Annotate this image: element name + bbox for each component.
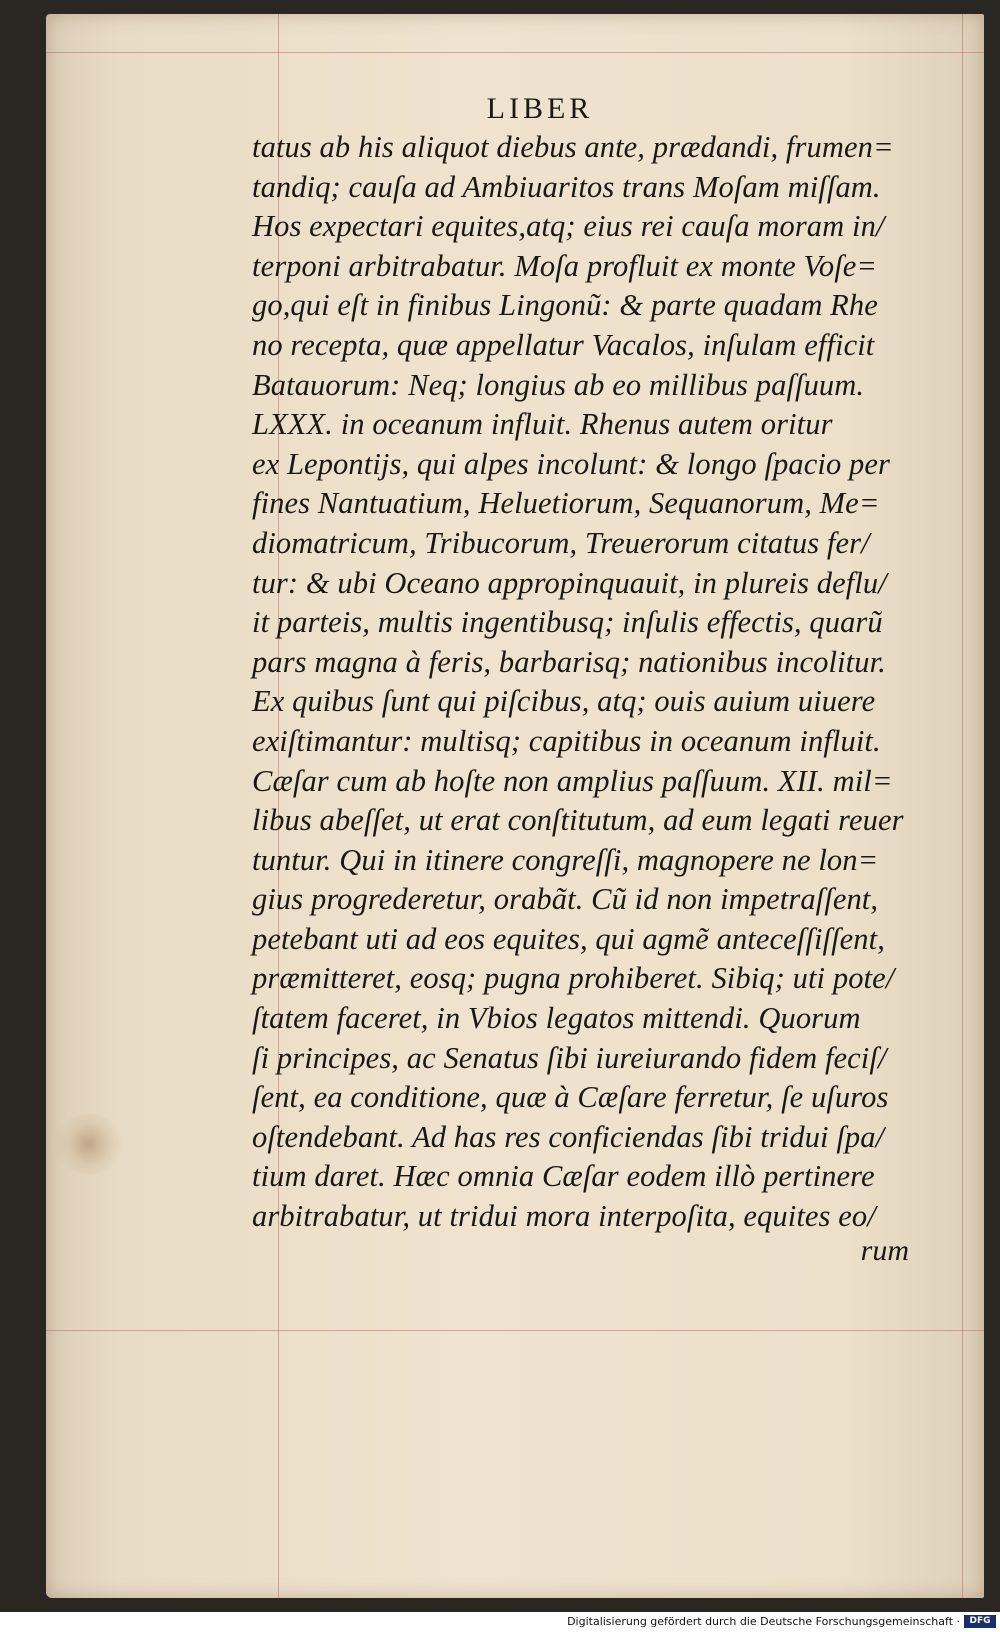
text-line: oſtendebant. Ad has res conficiendas ſibi tridui ſpa/	[252, 1119, 885, 1154]
text-line: Cæſar cum ab hoſte non amplius paſſuum. XII. mil=	[252, 763, 893, 798]
text-line: tandiq; cauſa ad Ambiuaritos trans Moſam miſſam.	[252, 169, 881, 204]
running-head: LIBER	[486, 92, 594, 125]
margin-rule-right	[962, 14, 963, 1598]
text-line: ſent, ea conditione, quæ à Cæſare ferretur, ſe uſuros	[252, 1080, 889, 1115]
text-line: petebant uti ad eos equites, qui agmẽ anteceſſiſſent,	[252, 921, 885, 956]
footer-bar	[0, 1612, 1000, 1632]
text-line: tatus ab his aliquot diebus ante, prædandi, frumen=	[252, 130, 894, 164]
margin-rule-bottom	[46, 1330, 984, 1331]
text-line: tuntur. Qui in itinere congreſſi, magnopere ne lon=	[252, 842, 879, 877]
text-line: exiſtimantur: multisq; capitibus in oceanum influit.	[252, 723, 881, 758]
text-line: diomatricum, Tribucorum, Treuerorum citatus fer/	[252, 525, 870, 560]
paper-stain	[54, 1114, 124, 1174]
text-line: tur: & ubi Oceano appropinquauit, in plureis deflu/	[252, 565, 887, 600]
text-line: gius progrederetur, orabãt. Cũ id non impetraſſent,	[252, 882, 879, 917]
funding-notice: Digitalisierung gefördert durch die Deutsche Forschungsgemeinschaft ·	[567, 1615, 960, 1628]
dfg-logo-icon: DFG	[964, 1615, 996, 1628]
text-line: arbitrabatur, ut tridui mora interpoſita, equites eo/	[252, 1199, 876, 1234]
text-line: LXXX. in oceanum influit. Rhenus autem oritur	[252, 407, 833, 442]
text-line: Batauorum: Neq; longius ab eo millibus paſſuum.	[252, 367, 865, 402]
text-line: pars magna à feris, barbarisq; nationibus incolitur.	[252, 644, 886, 679]
margin-rule-top	[46, 52, 984, 53]
text-line: Ex quibus ſunt qui piſcibus, atq; ouis auium uiuere	[252, 684, 876, 719]
text-block	[252, 128, 942, 1237]
text-line: terponi arbitrabatur. Moſa profluit ex monte Voſe=	[252, 248, 878, 283]
text-line: libus abeſſet, ut erat conſtitutum, ad eum legati reuer	[252, 803, 904, 838]
text-line: go,qui eſt in finibus Lingonũ: & parte quadam Rhe	[252, 288, 878, 323]
text-line: ex Lepontijs, qui alpes incolunt: & longo ſpacio per	[252, 446, 891, 481]
text-line: ſtatem faceret, in Vbios legatos mittendi. Quorum	[252, 1001, 861, 1036]
text-line: Hos expectari equites,atq; eius rei cauſa moram in/	[252, 209, 885, 244]
text-line: tium daret. Hæc omnia Cæſar eodem illò pertinere	[252, 1159, 875, 1194]
catchword: rum	[860, 1234, 909, 1267]
text-line: fines Nantuatium, Heluetiorum, Sequanorum, Me=	[252, 486, 880, 521]
text-line: it parteis, multis ingentibusq; inſulis effectis, quarũ	[252, 605, 883, 640]
text-line: ſi principes, ac Senatus ſibi iureiurando fidem feciſ/	[252, 1040, 887, 1075]
text-line: præmitteret, eosq; pugna prohiberet. Sibiq; uti pote/	[252, 961, 895, 996]
text-line: no recepta, quæ appellatur Vacalos, inſulam efficit	[252, 327, 875, 362]
